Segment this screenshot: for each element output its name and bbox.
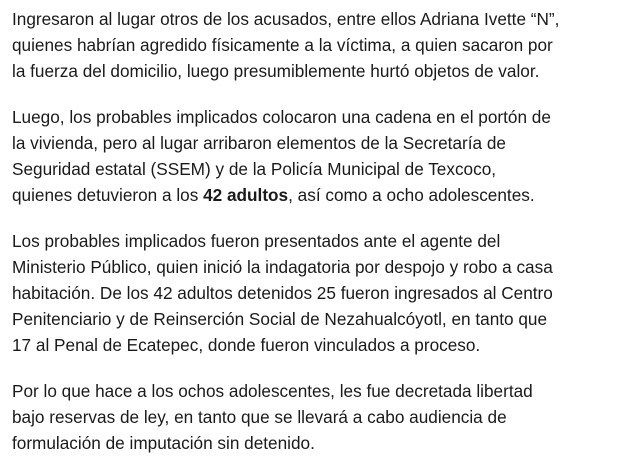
text-line <box>12 182 618 208</box>
bold-count: 42 adultos <box>203 185 289 205</box>
text-line: Los probables implicados fueron presentados ante el agente del <box>12 231 501 251</box>
text-line: Penitenciario y de Reinserción Social de Nezahualcóyotl, en tanto que <box>12 309 548 329</box>
text-line: bajo reservas de ley, en tanto que se llevará a cabo audiencia de <box>12 407 507 427</box>
article-body <box>12 6 618 476</box>
text-line: habitación. De los 42 adultos detenidos 25 fueron ingresados al Centro <box>12 283 553 303</box>
text-line: la fuerza del domicilio, luego presumiblemente hurtó objetos de valor. <box>12 61 540 81</box>
text-line: Por lo que hace a los ochos adolescentes, les fue decretada libertad <box>12 381 533 401</box>
text-line: formulación de imputación sin detenido. <box>12 433 315 453</box>
text-line: Luego, los probables implicados colocaron una cadena en el portón de <box>12 107 551 127</box>
text-line: Ingresaron al lugar otros de los acusados, entre ellos Adriana Ivette “N”, <box>12 9 560 29</box>
text-line: Seguridad estatal (SSEM) y de la Policía Municipal de Texcoco, <box>12 159 497 179</box>
text-segment: , así como a ocho adolescentes. <box>288 185 535 205</box>
paragraph-2 <box>12 104 618 208</box>
text-line: Ministerio Público, quien inició la indagatoria por despojo y robo a casa <box>12 257 553 277</box>
text-line: 17 al Penal de Ecatepec, donde fueron vinculados a proceso. <box>12 335 481 355</box>
text-segment: quienes detuvieron a los <box>12 185 204 205</box>
text-line: quienes habrían agredido físicamente a la víctima, a quien sacaron por <box>12 35 553 55</box>
text-line: la vivienda, pero al lugar arribaron elementos de la Secretaría de <box>12 133 506 153</box>
paragraph-4 <box>12 378 618 456</box>
paragraph-1 <box>12 6 618 84</box>
paragraph-3 <box>12 228 618 358</box>
